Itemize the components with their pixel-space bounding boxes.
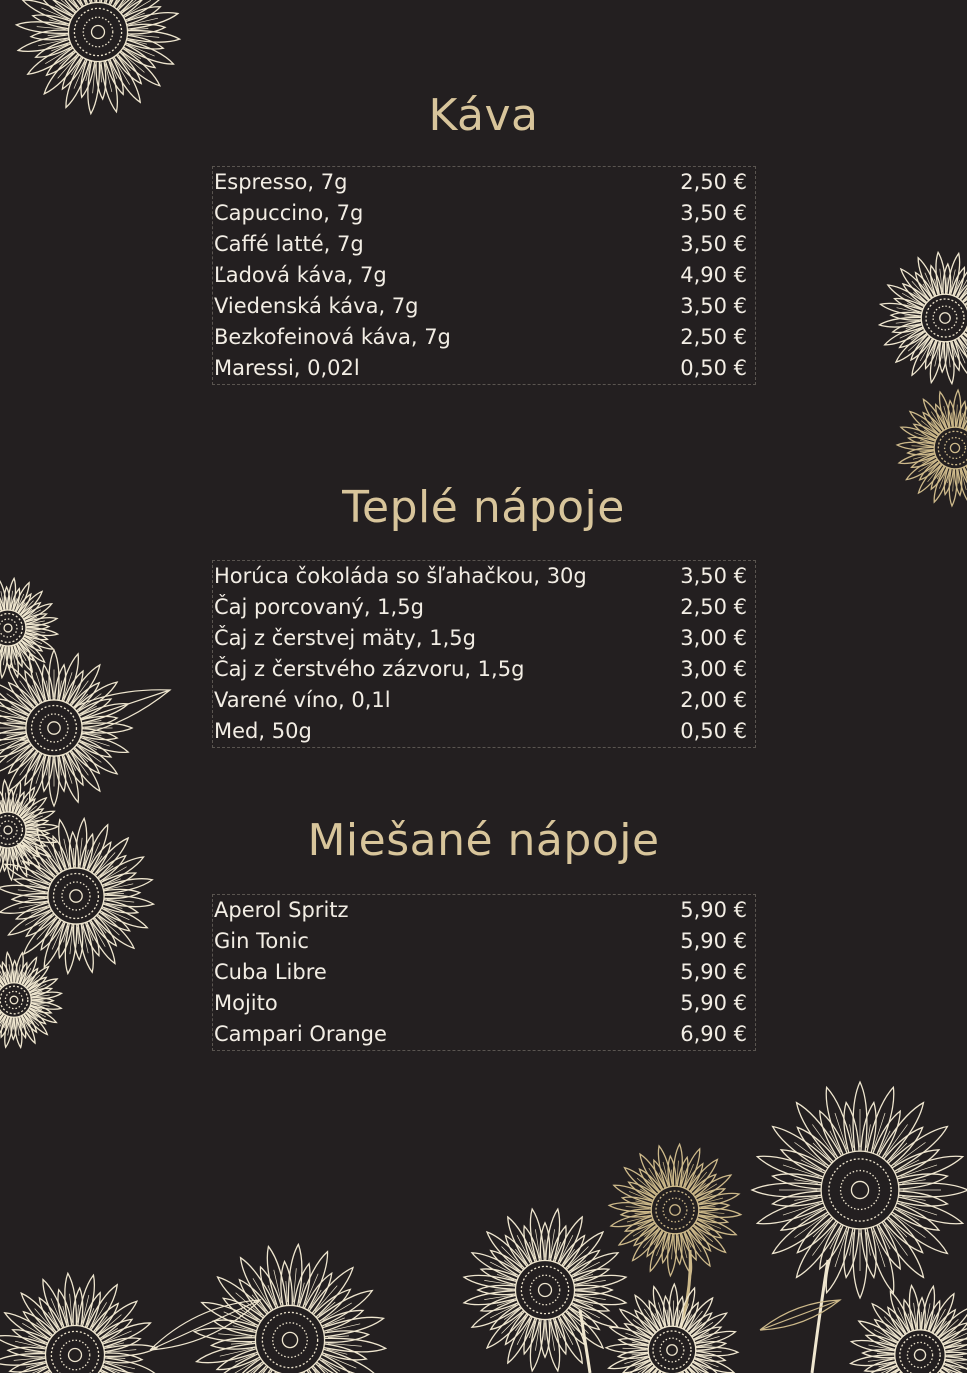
menu-item bbox=[213, 895, 755, 926]
item-name: Bezkofeinová káva, 7g bbox=[214, 325, 451, 349]
menu-item bbox=[213, 716, 755, 747]
sunflower-icon bbox=[606, 1284, 738, 1373]
menu-item bbox=[213, 592, 755, 623]
sunflower-icon bbox=[752, 1082, 967, 1298]
section-title-teple-napoje: Teplé nápoje bbox=[342, 482, 625, 533]
item-price: 3,50 € bbox=[680, 232, 747, 256]
section-title-miesane-napoje: Miešané nápoje bbox=[307, 815, 660, 866]
item-price: 3,00 € bbox=[680, 657, 747, 681]
menu-item bbox=[213, 353, 755, 384]
menu-table-teple-napoje bbox=[212, 560, 756, 748]
item-price: 5,90 € bbox=[680, 960, 747, 984]
item-name: Caffé latté, 7g bbox=[214, 232, 364, 256]
sunflower-icon bbox=[0, 650, 132, 806]
menu-item bbox=[213, 322, 755, 353]
item-price: 2,50 € bbox=[680, 170, 747, 194]
menu-item bbox=[213, 623, 755, 654]
item-price: 0,50 € bbox=[680, 356, 747, 380]
menu-item bbox=[213, 260, 755, 291]
item-name: Campari Orange bbox=[214, 1022, 387, 1046]
item-price: 2,50 € bbox=[680, 595, 747, 619]
item-name: Gin Tonic bbox=[214, 929, 309, 953]
menu-item bbox=[213, 561, 755, 592]
sunflower-icon bbox=[194, 1244, 385, 1373]
item-price: 3,50 € bbox=[680, 294, 747, 318]
section-title-kava: Káva bbox=[428, 90, 539, 141]
leaf-icon bbox=[20, 690, 170, 740]
stem-icon bbox=[680, 1250, 690, 1330]
sunflower-icon bbox=[851, 1286, 967, 1373]
menu-item bbox=[213, 926, 755, 957]
menu-item bbox=[213, 685, 755, 716]
sunflower-icon bbox=[0, 1273, 157, 1373]
item-name: Viedenská káva, 7g bbox=[214, 294, 419, 318]
item-name: Čaj z čerstvej mäty, 1,5g bbox=[214, 626, 476, 650]
leaf-icon bbox=[760, 1300, 840, 1330]
item-name: Čaj porcovaný, 1,5g bbox=[214, 595, 424, 619]
sunflower-icon bbox=[464, 1209, 626, 1371]
item-price: 5,90 € bbox=[680, 929, 747, 953]
item-name: Čaj z čerstvého zázvoru, 1,5g bbox=[214, 657, 525, 681]
item-name: Maressi, 0,02l bbox=[214, 356, 360, 380]
item-price: 6,90 € bbox=[680, 1022, 747, 1046]
item-price: 2,00 € bbox=[680, 688, 747, 712]
menu-item bbox=[213, 988, 755, 1019]
menu-item bbox=[213, 654, 755, 685]
menu-item bbox=[213, 167, 755, 198]
sunflower-icon bbox=[0, 578, 58, 677]
item-price: 5,90 € bbox=[680, 991, 747, 1015]
item-price: 2,50 € bbox=[680, 325, 747, 349]
sunflower-icon bbox=[879, 252, 967, 383]
item-name: Varené víno, 0,1l bbox=[214, 688, 391, 712]
menu-item bbox=[213, 1019, 755, 1050]
menu-item bbox=[213, 291, 755, 322]
item-name: Ľadová káva, 7g bbox=[214, 263, 387, 287]
item-name: Mojito bbox=[214, 991, 278, 1015]
item-name: Horúca čokoláda so šľahačkou, 30g bbox=[214, 564, 587, 588]
leaf-icon bbox=[150, 1300, 260, 1350]
item-price: 5,90 € bbox=[680, 898, 747, 922]
item-price: 3,50 € bbox=[680, 564, 747, 588]
sunflower-icon bbox=[609, 1144, 741, 1276]
menu-table-kava bbox=[212, 166, 756, 385]
item-name: Espresso, 7g bbox=[214, 170, 348, 194]
menu-item bbox=[213, 229, 755, 260]
item-name: Cuba Libre bbox=[214, 960, 327, 984]
sunflower-icon bbox=[0, 952, 62, 1047]
item-price: 3,00 € bbox=[680, 626, 747, 650]
item-price: 4,90 € bbox=[680, 263, 747, 287]
stem-icon bbox=[580, 1310, 590, 1373]
item-name: Capuccino, 7g bbox=[214, 201, 364, 225]
item-price: 3,50 € bbox=[680, 201, 747, 225]
item-price: 0,50 € bbox=[680, 719, 747, 743]
item-name: Aperol Spritz bbox=[214, 898, 349, 922]
item-name: Med, 50g bbox=[214, 719, 312, 743]
menu-item bbox=[213, 957, 755, 988]
menu-item bbox=[213, 198, 755, 229]
menu-table-miesane-napoje bbox=[212, 894, 756, 1051]
stem-icon bbox=[812, 1260, 828, 1373]
